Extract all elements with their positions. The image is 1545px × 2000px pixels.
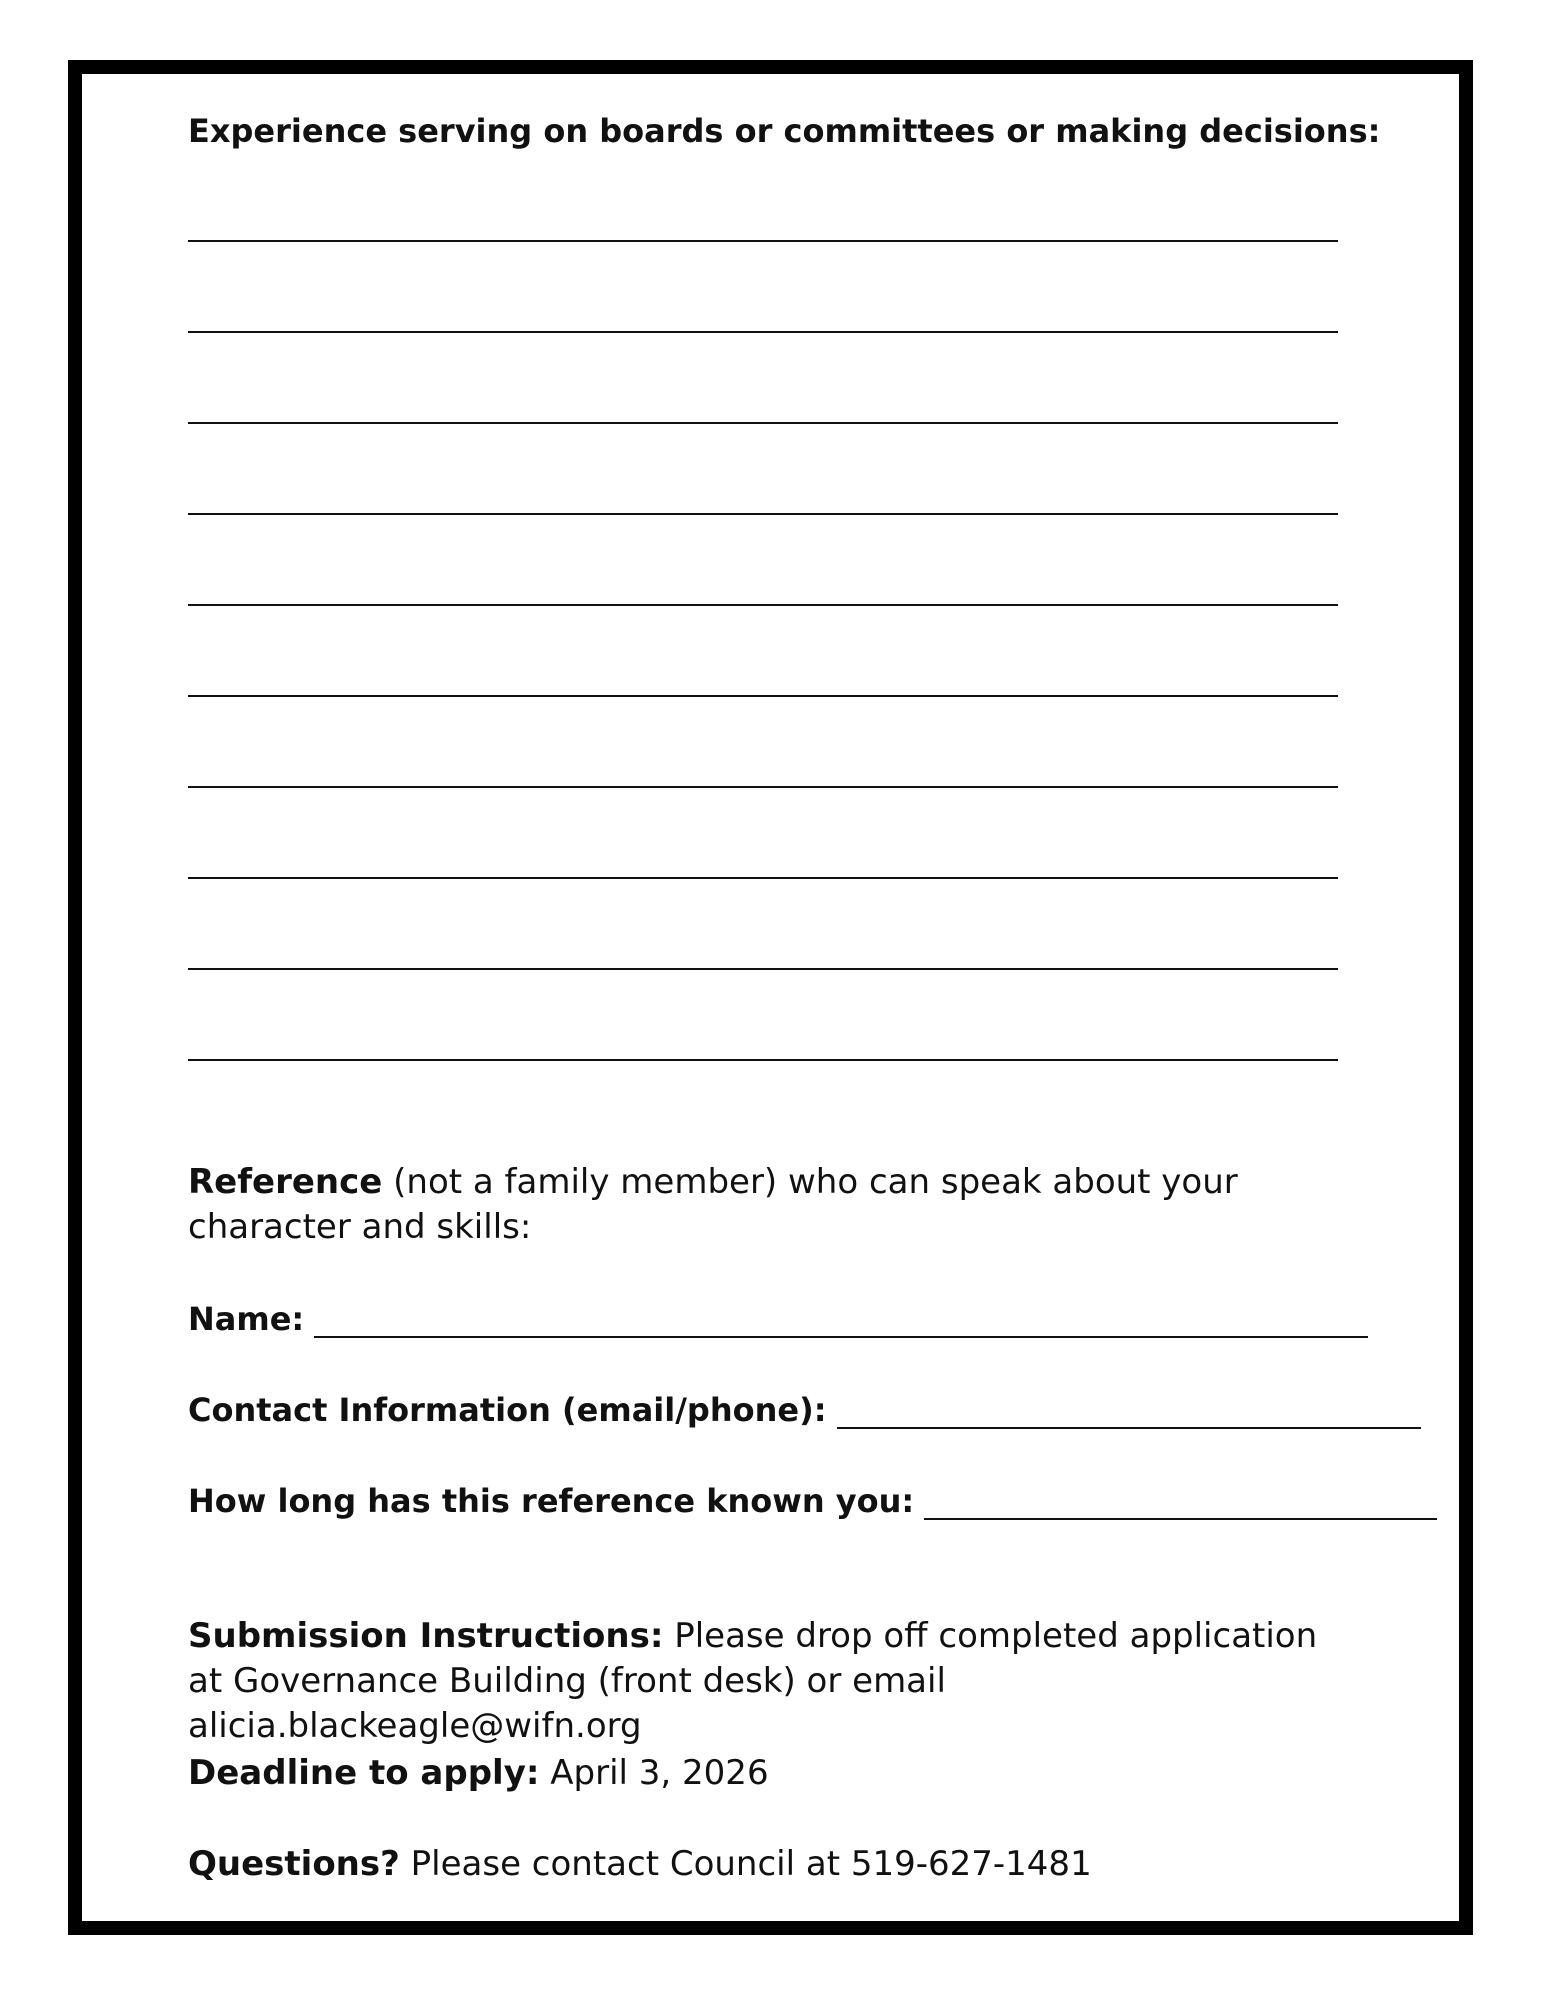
deadline [188,1751,1338,1796]
reference-name-label: Name: [188,1300,305,1338]
reference-contact-field[interactable] [188,1391,1421,1429]
experience-answer-line[interactable] [188,240,1338,242]
reference-known-field[interactable] [188,1482,1437,1520]
reference-name-input-line[interactable] [314,1306,1368,1338]
reference-known-input-line[interactable] [924,1488,1437,1520]
experience-answer-line[interactable] [188,786,1338,788]
experience-answer-line[interactable] [188,513,1338,515]
reference-label: Reference [188,1162,383,1202]
questions [188,1842,1338,1887]
submission-text: Please drop off completed application at Governance Building (front desk) or email alicia.blackeagle@wifn.org [188,1616,1318,1746]
reference-contact-input-line[interactable] [837,1397,1421,1429]
experience-answer-line[interactable] [188,422,1338,424]
experience-answer-line[interactable] [188,1059,1338,1061]
experience-answer-line[interactable] [188,331,1338,333]
experience-answer-line[interactable] [188,877,1338,879]
questions-text: Please contact Council at 519-627-1481 [399,1844,1092,1884]
reference-name-field[interactable] [188,1300,1368,1338]
deadline-label: Deadline to apply: [188,1753,540,1793]
deadline-value: April 3, 2026 [539,1753,769,1793]
experience-answer-line[interactable] [188,695,1338,697]
reference-known-label: How long has this reference known you: [188,1482,915,1520]
submission-label: Submission Instructions: [188,1616,664,1656]
reference-description: (not a family member) who can speak about your character and skills: [188,1162,1238,1247]
experience-heading: Experience serving on boards or committees or making decisions: [188,112,1381,150]
experience-answer-line[interactable] [188,604,1338,606]
reference-contact-label: Contact Information (email/phone): [188,1391,827,1429]
reference-prompt [188,1160,1338,1250]
questions-label: Questions? [188,1844,400,1884]
submission-instructions [188,1614,1338,1749]
experience-answer-line[interactable] [188,968,1338,970]
